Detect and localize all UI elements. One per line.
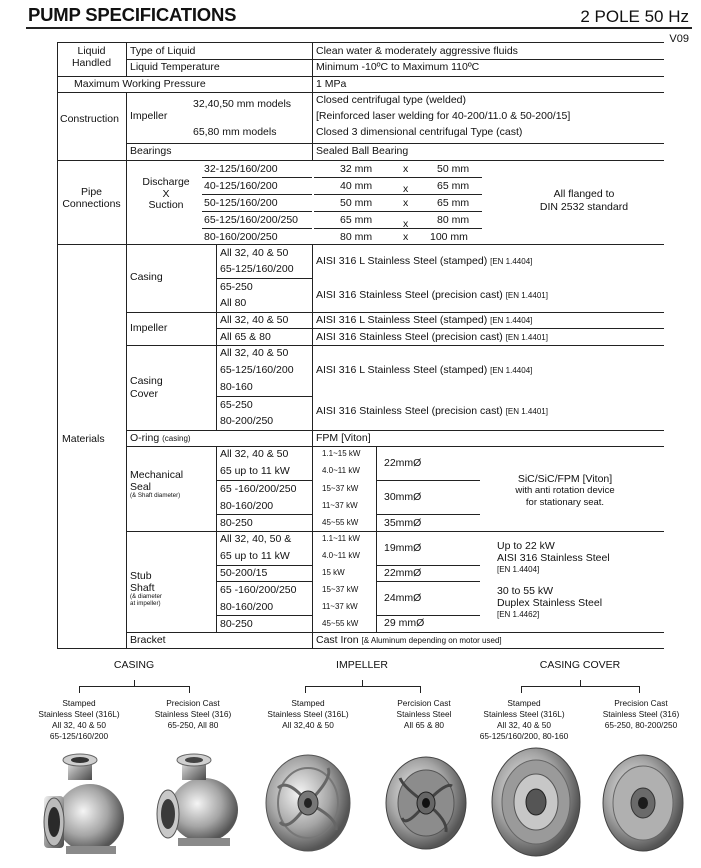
impeller-value-3: Closed 3 dimensional centrifugal Type (cast) <box>316 126 523 138</box>
discharge-suction-label: Discharge X Suction <box>142 176 190 211</box>
seal-model: 65 -160/200/250 <box>220 483 297 495</box>
caption-casing-cast: Precision Cast Stainless Steel (316) 65-250, All 80 <box>154 698 232 730</box>
cover-material-stamped: AISI 316 L Stainless Steel (stamped) [EN 1.4404] <box>316 364 533 376</box>
liquid-temperature-value: Minimum -10ºC to Maximum 110ºC <box>316 61 480 73</box>
pipe-model: 50-125/160/200 <box>204 197 278 209</box>
impeller-value-2: [Reinforced laser welding for 40-200/11.0 & 50-200/15] <box>316 110 571 122</box>
impeller-model: All 65 & 80 <box>220 331 271 343</box>
cover-model: 80-200/250 <box>220 415 274 427</box>
casing-cast-image <box>148 752 244 852</box>
caption-cover-cast: Precision Cast Stainless Steel (316) 65-250, 80-200/250 <box>602 698 680 730</box>
casing-material-cast: AISI 316 Stainless Steel (precision cast) [EN 1.4401] <box>316 289 548 301</box>
discharge-size: 40 mm <box>340 180 373 192</box>
max-pressure-label: Maximum Working Pressure <box>74 78 206 90</box>
stub-power: 1.1~11 kW <box>322 534 360 543</box>
version-label: V09 <box>669 33 689 45</box>
caption-impeller-stamped: Stamped Stainless Steel (316L) All 32,40 & 50 <box>267 698 349 730</box>
times-sign: x <box>403 231 409 243</box>
liquid-temperature-label: Liquid Temperature <box>130 61 220 73</box>
discharge-size: 32 mm <box>340 163 373 175</box>
suction-size: 80 mm <box>437 214 470 226</box>
oring-value: FPM [Viton] <box>316 432 371 444</box>
cover-model: All 32, 40 & 50 <box>220 347 289 359</box>
seal-power: 15~37 kW <box>322 484 359 493</box>
section-materials: Materials <box>62 433 105 445</box>
stub-material-note-large: 30 to 55 kW Duplex Stainless Steel [EN 1.4462] <box>497 585 603 619</box>
casing-material-stamped: AISI 316 L Stainless Steel (stamped) [EN 1.4404] <box>316 255 533 267</box>
casing-cover-label: Casing Cover <box>130 375 163 400</box>
stub-shaft-label: Stub Shaft (& diameter at impeller) <box>130 570 162 607</box>
seal-power: 45~55 kW <box>322 518 359 527</box>
impeller-model: All 32, 40 & 50 <box>220 314 289 326</box>
group-casing-cover: CASING COVER <box>539 659 621 671</box>
max-pressure-value: 1 MPa <box>316 78 347 90</box>
seal-model: 65 up to 11 kW <box>220 465 290 477</box>
group-impeller: IMPELLER <box>336 659 388 671</box>
stub-model: 50-200/15 <box>220 567 268 579</box>
discharge-size: 50 mm <box>340 197 373 209</box>
stub-power: 15~37 kW <box>322 585 359 594</box>
impeller-models-large: 65,80 mm models <box>193 126 277 138</box>
bearings-value: Sealed Ball Bearing <box>316 145 409 157</box>
seal-shaft-diameter: 22mmØ <box>384 457 422 469</box>
cover-cast-image <box>598 750 688 856</box>
seal-power: 11~37 kW <box>322 501 358 510</box>
oring-label: O-ring (casing) <box>130 432 191 444</box>
group-casing: CASING <box>113 659 155 671</box>
seal-power: 1.1~15 kW <box>322 449 361 458</box>
bearings-label: Bearings <box>130 145 172 157</box>
type-of-liquid-value: Clean water & moderately aggressive fluids <box>316 45 518 57</box>
impeller-material-cast: AISI 316 Stainless Steel (precision cast) [EN 1.4401] <box>316 331 548 343</box>
impeller-label: Impeller <box>130 110 168 122</box>
impeller-value-1: Closed centrifugal type (welded) <box>316 94 466 106</box>
stub-material-note-small: Up to 22 kW AISI 316 Stainless Steel [EN 1.4404] <box>497 540 610 574</box>
stub-diameter: 19mmØ <box>384 542 422 554</box>
seal-model: 80-250 <box>220 517 253 529</box>
seal-power: 4.0~11 kW <box>322 466 360 475</box>
pipe-model: 40-125/160/200 <box>204 180 278 192</box>
stub-model: 65 -160/200/250 <box>220 584 297 596</box>
times-sign: x <box>403 183 409 195</box>
caption-cover-stamped: Stamped Stainless Steel (316L) All 32, 40 & 50 65-125/160/200, 80-160 <box>479 698 569 741</box>
stub-model: All 32, 40, 50 & <box>220 533 292 545</box>
stub-power: 4.0~11 kW <box>322 551 360 560</box>
seal-shaft-diameter: 30mmØ <box>384 491 422 503</box>
pipe-model: 80-160/200/250 <box>204 231 278 243</box>
casing-stamped-image <box>30 750 130 860</box>
page-subtitle: 2 POLE 50 Hz <box>580 7 689 26</box>
seal-shaft-diameter: 35mmØ <box>384 517 422 529</box>
caption-casing-stamped: Stamped Stainless Steel (316L) All 32, 40 & 50 65-125/160/200 <box>38 698 120 741</box>
times-sign: x <box>403 197 409 209</box>
stub-power: 45~55 kW <box>322 619 359 628</box>
suction-size: 100 mm <box>430 231 468 243</box>
cover-stamped-image <box>484 742 588 862</box>
seal-model: 80-160/200 <box>220 500 274 512</box>
impeller-models-small: 32,40,50 mm models <box>193 98 292 110</box>
stub-model: 65 up to 11 kW <box>220 550 290 562</box>
bracket-label: Bracket <box>130 634 166 646</box>
section-liquid-handled: Liquid Handled <box>71 45 112 69</box>
caption-impeller-cast: Percision Cast Stainless Steel All 65 & 80 <box>396 698 452 730</box>
impeller-cast-image <box>376 748 476 858</box>
stub-diameter: 24mmØ <box>384 592 422 604</box>
suction-size: 65 mm <box>437 197 470 209</box>
times-sign: x <box>403 163 409 175</box>
type-of-liquid-label: Type of Liquid <box>130 45 196 57</box>
bracket-value: Cast Iron [& Aluminum depending on motor used] <box>316 634 502 646</box>
impeller-material-stamped: AISI 316 L Stainless Steel (stamped) [EN 1.4404] <box>316 314 533 326</box>
seal-model: All 32, 40 & 50 <box>220 448 289 460</box>
cover-model: 80-160 <box>220 381 253 393</box>
suction-size: 65 mm <box>437 180 470 192</box>
cover-model: 65-250 <box>220 399 253 411</box>
cover-material-cast: AISI 316 Stainless Steel (precision cast) [EN 1.4401] <box>316 405 548 417</box>
casing-model: 65-250 <box>220 281 253 293</box>
casing-model: All 80 <box>220 297 247 309</box>
pipe-model: 65-125/160/200/250 <box>204 214 299 226</box>
mechanical-seal-label: Mechanical Seal (& Shaft diameter) <box>130 469 184 499</box>
impeller-material-label: Impeller <box>130 322 168 334</box>
casing-label: Casing <box>130 271 163 283</box>
casing-model: 65-125/160/200 <box>220 263 294 275</box>
stub-diameter: 22mmØ <box>384 567 422 579</box>
stub-model: 80-160/200 <box>220 601 274 613</box>
discharge-size: 65 mm <box>340 214 373 226</box>
seal-material-note: SiC/SiC/FPM [Viton] with anti rotation device for stationary seat. <box>515 473 615 508</box>
casing-model: All 32, 40 & 50 <box>220 247 289 259</box>
stub-model: 80-250 <box>220 618 253 630</box>
section-pipe-connections: Pipe Connections <box>62 186 121 210</box>
flange-note: All flanged to DIN 2532 standard <box>539 188 629 213</box>
header-rule <box>26 27 692 29</box>
discharge-size: 80 mm <box>340 231 373 243</box>
stub-power: 11~37 kW <box>322 602 358 611</box>
times-sign: x <box>403 218 409 230</box>
page-title: PUMP SPECIFICATIONS <box>28 4 237 25</box>
stub-power: 15 kW <box>322 568 345 577</box>
section-construction: Construction <box>60 113 119 125</box>
pipe-model: 32-125/160/200 <box>204 163 278 175</box>
suction-size: 50 mm <box>437 163 470 175</box>
impeller-stamped-image <box>258 748 358 858</box>
cover-model: 65-125/160/200 <box>220 364 294 376</box>
stub-diameter: 29 mmØ <box>384 617 425 629</box>
